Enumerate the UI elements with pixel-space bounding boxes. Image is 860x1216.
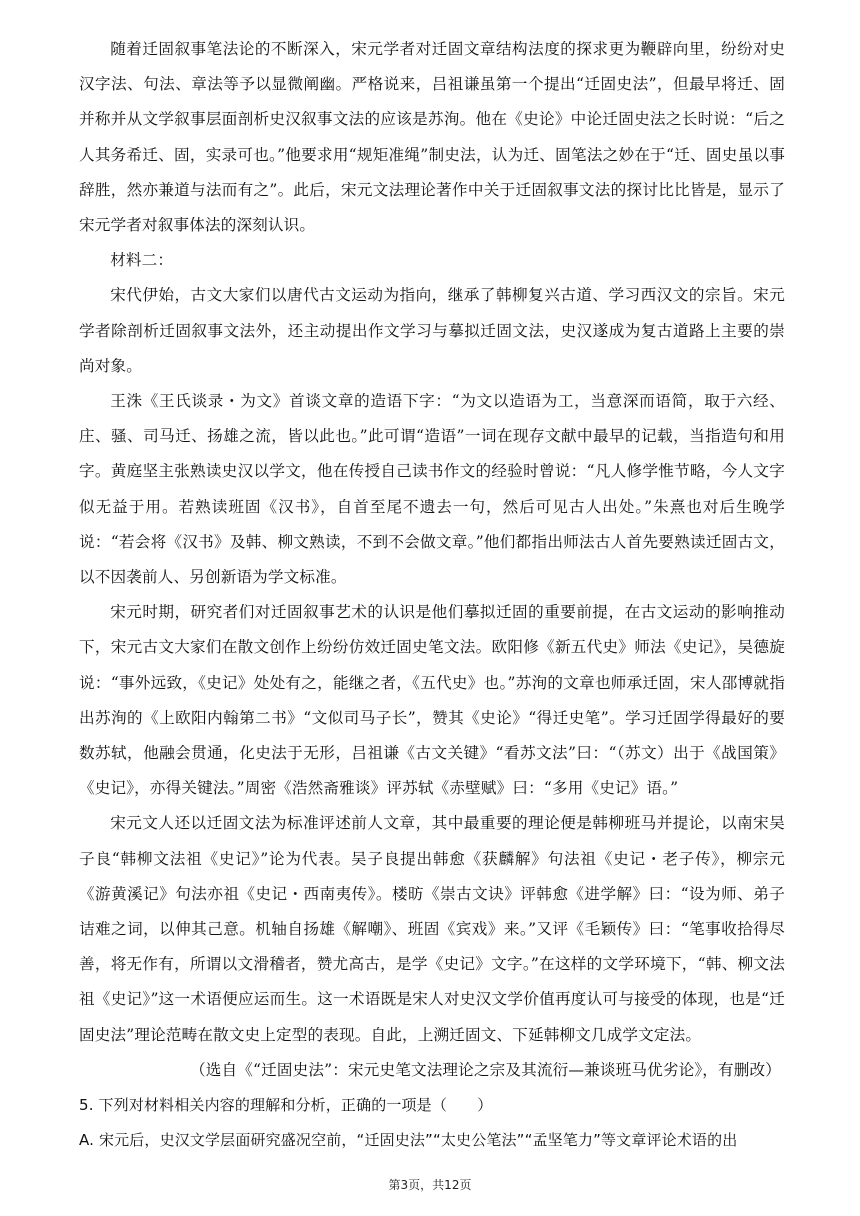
paragraph-1: 随着迁固叙事笔法论的不断深入，宋元学者对迁固文章结构法度的探求更为鞭辟向里，纷纷对史汉字法、句法、章法等予以显微阐幽。严格说来，吕祖谦虽第一个提出“迁固史法”，但最早将迁、固并称并从文学叙事层面剖析史汉叙事文法的应该是苏洵。他在《史论》中论迁固史法之长时说：“后之人其务希迁、固，实录可也。”他要求用“规矩准绳”制史法，认为迁、固笔法之妙在于“迁、固史虽以事辞胜，然亦兼道与法而有之”。此后，宋元文法理论著作中关于迁固叙事文法的探讨比比皆是，显示了宋元学者对叙事体法的深刻认识。 [79,40,785,235]
article-body [79,32,785,1159]
paragraph-2: 宋代伊始，古文大家们以唐代古文运动为指向，继承了韩柳复兴古道、学习西汉文的宗旨。宋元学者除剖析迁固叙事文法外，还主动提出作文学习与摹拟迁固文法，史汉遂成为复古道路上主要的崇尚对象。 [79,286,785,375]
paragraph-5: 宋元文人还以迁固文法为标准评述前人文章，其中最重要的理论便是韩柳班马并提论，以南宋吴子良“韩柳文法祖《史记》”论为代表。吴子良提出韩愈《获麟解》句法祖《史记・老子传》，柳宗元《游黄溪记》句法亦祖《史记・西南夷传》。楼昉《崇古文诀》评韩愈《进学解》曰：“设为师、弟子诘难之词，以伸其己意。机轴自扬雄《解嘲》、班固《宾戏》来。”又评《毛颖传》曰：“笔事收拾得尽善，将无作有，所谓以文滑稽者，赞尤高古，是学《史记》文字。”在这样的文学环境下，“韩、柳文法祖《史记》”这一术语便应运而生。这一术语既是宋人对史汉文学价值再度认可与接受的体现，也是“迁固史法”理论范畴在散文史上定型的表现。自此，上溯迁固文、下延韩柳文几成学文定法。 [79,814,785,1044]
option-a: A. 宋元后，史汉文学层面研究盛况空前，“迁固史法”“太史公笔法”“孟坚笔力”等文章评论术语的出 [79,1131,738,1150]
page-footer: 第3页，共12页 [388,1178,472,1192]
paragraph-3: 王洙《王氏谈录・为文》首谈文章的造语下字：“为文以造语为工，当意深而语简，取于六经、庄、骚、司马迁、扬雄之流，皆以此也。”此可谓“造语”一词在现存文献中最早的记载，当指造句和用字。黄庭坚主张熟读史汉以学文，他在传授自己读书作文的经验时曾说：“凡人修学惟节略，今人文字似无益于用。若熟读班固《汉书》，自首至尾不遗去一句，然后可见古人出处。”朱熹也对后生晚学说：“若会将《汉书》及韩、柳文熟读，不到不会做文章。”他们都指出师法古人首先要熟读迁固古文，以不因袭前人、另创新语为学文标准。 [79,392,785,587]
material-two-label: 材料二： [110,251,174,270]
question-stem: 5. 下列对材料相关内容的理解和分析，正确的一项是（ ） [79,1096,493,1115]
source-citation: （选自《“迁固史法”：宋元史笔文法理论之宗及其流衍—兼谈班马优劣论》，有删改） [190,1060,781,1079]
paragraph-4: 宋元时期，研究者们对迁固叙事艺术的认识是他们摹拟迁固的重要前提，在古文运动的影响推动下，宋元古文大家们在散文创作上纷纷仿效迁固史笔文法。欧阳修《新五代史》师法《史记》，吴德旋说：“事外远致，《史记》处处有之，能继之者，《五代史》也。”苏洵的文章也师承迁固，宋人邵博就指出苏洵的《上欧阳内翰第二书》“文似司马子长”，赞其《史论》“得迁史笔”。学习迁固学得最好的要数苏轼，他融会贯通，化史法于无形，吕祖谦《古文关键》“看苏文法”曰：“（苏文）出于《战国策》《史记》，亦得关键法。”周密《浩然斋雅谈》评苏轼《赤壁赋》曰：“多用《史记》语。” [79,603,785,798]
